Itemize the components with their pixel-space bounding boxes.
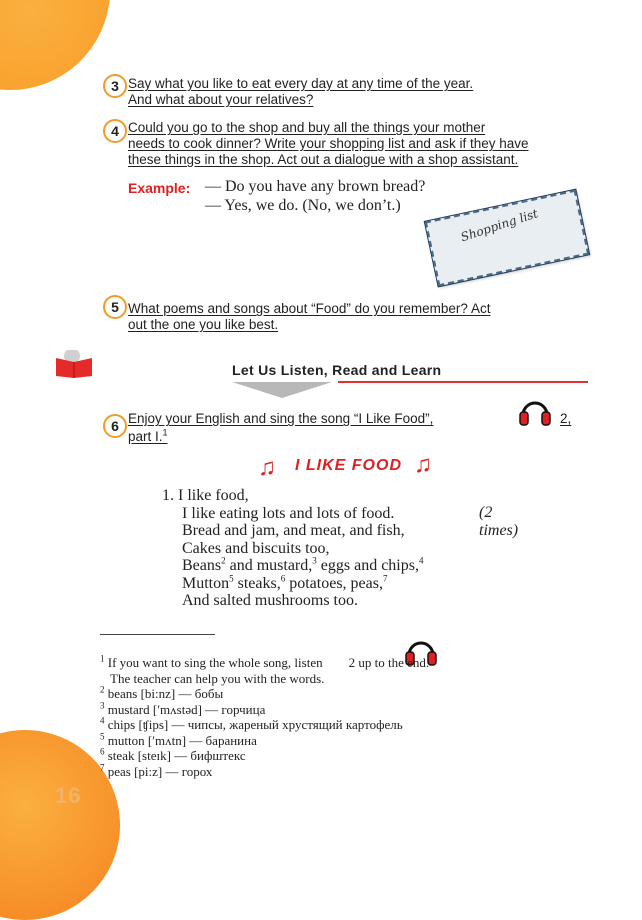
task-4-line: needs to cook dinner? Write your shopping list and ask if they have: [128, 136, 529, 151]
task-6-track: 2,: [560, 411, 572, 426]
footnote-4: [100, 717, 429, 733]
task-3-line: Say what you like to eat every day at any time of the year.: [128, 76, 474, 91]
lyrics-text: Mutton: [182, 574, 230, 592]
footnote-6: [100, 748, 429, 764]
footnote-ref: 3: [312, 555, 317, 566]
task-number-5: 5: [103, 295, 127, 319]
section-underline: [338, 381, 588, 383]
lyrics-text: steaks,: [233, 574, 281, 592]
music-note-icon: ♫: [258, 454, 276, 481]
footnote-5: [100, 733, 429, 749]
footnote-ref: 5: [229, 573, 234, 584]
lyrics-line: [162, 557, 423, 575]
song-title: I LIKE FOOD: [295, 457, 402, 474]
lyrics-text: eggs and chips,: [316, 557, 419, 574]
lyrics-line: Cakes and biscuits too,: [182, 539, 330, 557]
footnote-number: 1: [100, 653, 105, 664]
footnote-number: 7: [100, 762, 105, 773]
corner-decoration-top: [0, 0, 110, 90]
task-number-3: 3: [103, 74, 127, 98]
repeat-note: (2 times): [479, 504, 519, 539]
headphones-icon: [518, 397, 552, 427]
footnote-text: chips [ʧips] — чипсы, жареный хрустящий картофель: [107, 717, 403, 732]
section-title: Let Us Listen, Read and Learn: [232, 362, 442, 378]
footnote-text: The teacher can help you with the words.: [110, 670, 325, 686]
verse-number: 1.: [162, 487, 174, 504]
task-5-text: [128, 301, 490, 333]
task-6-line: Enjoy your English and sing the song “I Like Food”,: [128, 411, 434, 426]
task-3-text: [128, 76, 473, 108]
footnotes: [100, 655, 429, 779]
footnote-text: mutton [ʹmʌtn] — баранина: [107, 732, 257, 748]
footnote-text: 2 up to the end.: [348, 655, 430, 670]
footnote-text: mustard [ʹmʌstəd] — горчица: [107, 701, 266, 717]
task-number-6: 6: [103, 414, 127, 438]
lyrics-line: Bread and jam, and meat, and fish,: [182, 522, 405, 539]
lyrics-text: I like food,: [178, 487, 249, 504]
footnote-text: steak [steɪk] — бифштекс: [107, 748, 246, 763]
task-6-text: [128, 411, 572, 445]
lyrics-line: [162, 575, 423, 593]
task-4-line: Could you go to the shop and buy all the things your mother: [128, 120, 486, 135]
task-number-4: 4: [103, 119, 127, 143]
example-label: Example:: [128, 180, 191, 196]
footnote-number: 3: [100, 700, 105, 711]
footnote-2: [100, 686, 429, 702]
shopping-list-card: [425, 190, 589, 287]
task-6-part: part I.: [128, 429, 163, 444]
task-6-line-2: [128, 429, 433, 445]
song-lyrics: [162, 487, 519, 610]
red-book-icon: [54, 350, 96, 378]
footnote-number: 2: [100, 684, 105, 695]
lyrics-line: I like eating lots and lots of food.: [182, 504, 395, 522]
page-number: 16: [55, 783, 82, 808]
section-arrow: [232, 382, 332, 398]
example-line-2: — Yes, we do. (No, we don’t.): [205, 197, 401, 214]
task-5-line: What poems and songs about “Food” do you remember? Act: [128, 301, 491, 316]
lyrics-line: And salted mushrooms too.: [182, 592, 358, 609]
task-5-line: out the one you like best.: [128, 317, 279, 332]
footnote-ref: 7: [382, 573, 388, 584]
task-4-text: [128, 120, 529, 168]
lyrics-text: and mustard,: [225, 557, 313, 574]
footnote-ref: 6: [280, 573, 286, 584]
example-line-1: — Do you have any brown bread?: [205, 178, 426, 195]
footnote-ref: 4: [418, 555, 424, 566]
footnote-3: [100, 702, 429, 718]
lyrics-text: Beans: [182, 557, 222, 574]
footnote-1: [100, 655, 429, 671]
lyrics-line: [162, 487, 423, 505]
task-3-line: And what about your relatives?: [128, 92, 314, 107]
footnote-number: 5: [100, 731, 105, 742]
footnote-number: 4: [100, 715, 105, 726]
footnote-text: beans [bi:nz] — бобы: [107, 686, 224, 701]
footnote-text: peas [pi:z] — горох: [107, 763, 213, 779]
task-4-line: these things in the shop. Act out a dialogue with a shop assistant.: [128, 152, 519, 167]
shopping-list-label: Shopping list: [458, 206, 540, 245]
footnote-7: [100, 764, 429, 780]
footnote-divider: [100, 634, 215, 635]
footnote-ref-1: 1: [162, 427, 168, 438]
footnote-number: 6: [100, 746, 105, 757]
lyrics-text: potatoes, peas,: [285, 574, 383, 592]
music-note-icon: ♫: [414, 451, 432, 478]
footnote-text: If you want to sing the whole song, listen: [107, 655, 323, 670]
footnote-ref: 2: [221, 555, 226, 566]
